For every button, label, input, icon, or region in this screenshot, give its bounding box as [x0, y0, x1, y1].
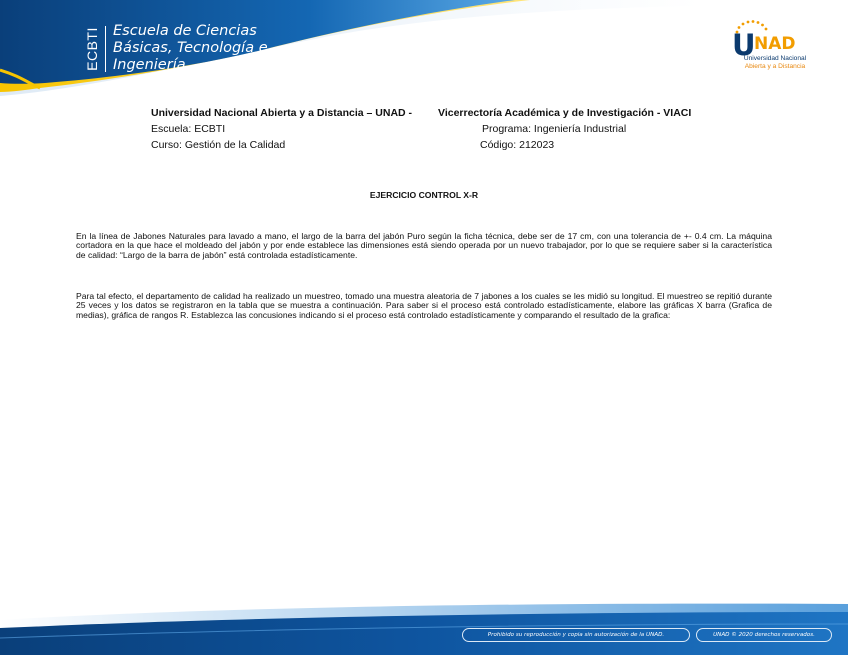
program-label: Programa: Ingeniería Industrial: [482, 123, 627, 135]
logo-wordmark-u: U: [732, 28, 756, 62]
unad-subtitle-line2: Abierta y a Distancia: [744, 62, 806, 70]
footer-prohibition-notice: Prohibido su reproducción y copia sin autorización de la UNAD.: [462, 628, 690, 642]
school-label: Escuela: ECBTI: [151, 123, 226, 135]
banner-divider: [105, 26, 106, 72]
paragraph-problem-statement: En la línea de Jabones Naturales para lavado a mano, el largo de la barra del jabón Puro según la ficha técnica, debe ser de 17 cm, con una tolerancia de +- 0.4 cm. La máquina cortadora en la que hace el moldeado del jabón y por ende establece las dimensiones está siendo operada por un nuevo trabajador, por lo que se requiere saber si la característica de calidad: “Largo de la barra de jabón” está controlada estadísticamente.: [76, 231, 772, 260]
ecbti-vertical-text: ECBTI: [84, 27, 100, 71]
footer-copyright: UNAD © 2020 derechos reservados.: [696, 628, 832, 642]
vice-rectory-name: Vicerrectoría Académica y de Investigación - VIACI: [438, 107, 692, 119]
course-label: Curso: Gestión de la Calidad: [151, 139, 286, 151]
paragraph-instructions: Para tal efecto, el departamento de calidad ha realizado un muestreo, tomado una muestra aleatoria de 7 jabones a los cuales se les midió su longitud. El muestreo se repitió durante 25 veces y los datos se registraron en la tabla que se muestra a continuación. Para saber si el proceso está controlado estadísticamente, elabore las gráficas X barra (Grafica de medias), gráfica de rangos R. Establezca las concusiones indicando si el proceso está controlado estadísticamente y comparando el resultado de la grafica:: [76, 291, 772, 320]
course-code: Código: 212023: [480, 139, 555, 151]
unad-subtitle-line1: Universidad Nacional: [743, 55, 807, 62]
university-name: Universidad Nacional Abierta y a Distancia – UNAD -: [151, 107, 413, 119]
logo-wordmark-nad: NAD: [754, 34, 796, 54]
school-name-line: Básicas, Tecnología e: [113, 40, 268, 56]
unad-logo-subtitle: [728, 55, 822, 70]
ecbti-vertical-label: [79, 26, 105, 72]
school-name-line: Escuela de Ciencias: [113, 23, 257, 39]
document-title: EJERCICIO CONTROL X-R: [369, 190, 479, 200]
school-name: [113, 23, 268, 74]
footer-banner: [0, 598, 848, 655]
school-name-line: Ingeniería: [113, 57, 186, 73]
